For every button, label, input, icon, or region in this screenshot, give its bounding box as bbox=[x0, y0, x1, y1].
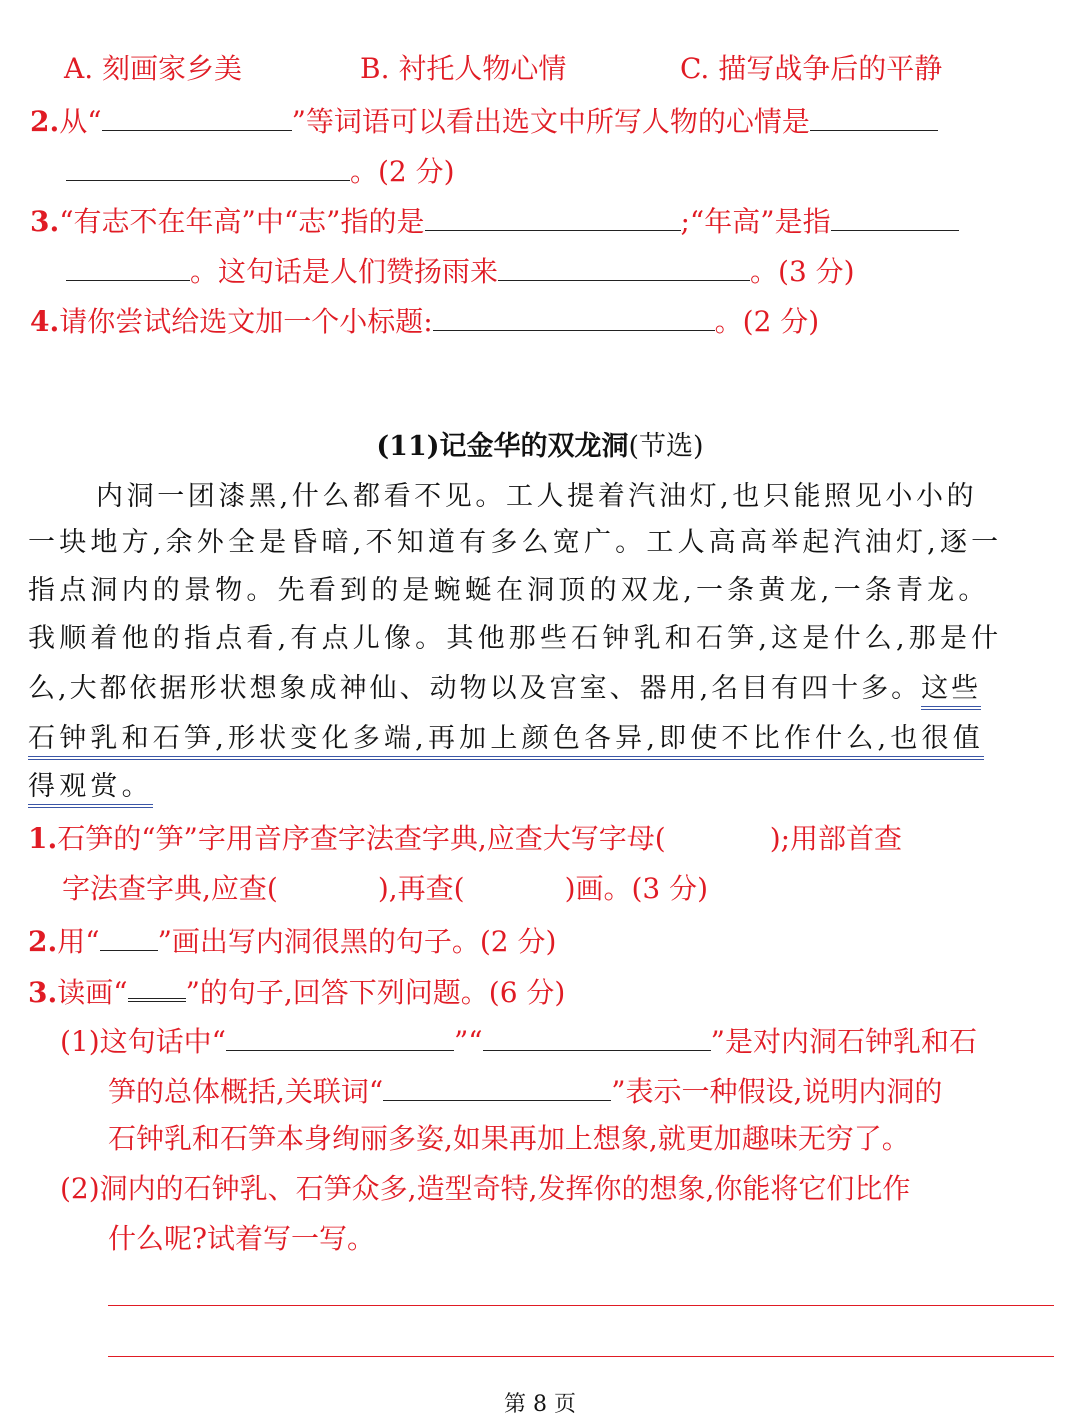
blank-field[interactable] bbox=[433, 300, 715, 331]
blank-field[interactable] bbox=[226, 1020, 454, 1051]
blank-field[interactable] bbox=[498, 250, 750, 281]
passage-line: 内洞一团漆黑,什么都看不见。工人提着汽油灯,也只能照见小小的 bbox=[96, 481, 978, 512]
blank-field[interactable] bbox=[483, 1020, 711, 1051]
passage-line: 一块地方,余外全是昏暗,不知道有多么宽广。工人高高举起汽油灯,逐一 bbox=[28, 527, 1003, 558]
underlined-sentence: 石钟乳和石笋,形状变化多端,再加上颜色各异,即使不比作什么,也很值 bbox=[28, 723, 984, 760]
blank-field[interactable] bbox=[831, 200, 959, 231]
sub-question-1: (1)这句话中“ ”“ ”是对内洞石钟乳和石 bbox=[60, 1020, 977, 1061]
blank-field[interactable] bbox=[810, 100, 938, 131]
sub-question-1-cont: 石钟乳和石笋本身绚丽多姿,如果再加上想象,就更加趣味无穷了。 bbox=[108, 1122, 910, 1155]
underlined-sentence: 这些 bbox=[921, 673, 981, 710]
question-1: 1.石笋的“笋”字用音序查字法查字典,应查大写字母( );用部首查 bbox=[28, 822, 903, 855]
answer-line[interactable] bbox=[108, 1305, 1054, 1306]
passage-line: 么,大都依据形状想象成神仙、动物以及宫室、器用,名目有四十多。这些 bbox=[28, 670, 1054, 708]
top-question-3-cont: 。这句话是人们赞扬雨来 。(3 分) bbox=[66, 250, 855, 291]
underline-sample bbox=[100, 920, 158, 951]
option-b: B. 衬托人物心情 bbox=[360, 52, 567, 85]
passage-line bbox=[28, 720, 1054, 758]
passage-line bbox=[28, 768, 1054, 806]
answer-line[interactable] bbox=[108, 1356, 1054, 1357]
underlined-sentence: 得观赏。 bbox=[28, 771, 153, 808]
blank-field[interactable] bbox=[66, 150, 350, 181]
option-a: A. 刻画家乡美 bbox=[64, 52, 243, 85]
blank-field[interactable] bbox=[425, 200, 681, 231]
page-number: 第 8 页 bbox=[504, 1392, 576, 1417]
question-2: 2.用“ ”画出写内洞很黑的句子。(2 分) bbox=[28, 920, 556, 961]
top-question-4: 4.请你尝试给选文加一个小标题: 。(2 分) bbox=[30, 300, 819, 341]
double-underline-sample bbox=[128, 970, 186, 1002]
question-3: 3.读画“ ”的句子,回答下列问题。(6 分) bbox=[28, 970, 565, 1012]
passage-line: 指点洞内的景物。先看到的是蜿蜒在洞顶的双龙,一条黄龙,一条青龙。 bbox=[28, 575, 990, 606]
blank-field[interactable] bbox=[66, 250, 190, 281]
question-1-cont: 字法查字典,应查( ),再查( )画。(3 分) bbox=[62, 872, 709, 905]
passage-line: 我顺着他的指点看,有点儿像。其他那些石钟乳和石笋,这是什么,那是什 bbox=[28, 623, 1003, 654]
sub-question-2-cont: 什么呢?试着写一写。 bbox=[108, 1222, 376, 1255]
top-question-2-cont: 。(2 分) bbox=[66, 150, 455, 191]
top-question-2: 2.从“ ”等词语可以看出选文中所写人物的心情是 bbox=[30, 100, 938, 141]
blank-field[interactable] bbox=[383, 1070, 611, 1101]
section-title: (11)记金华的双龙洞(节选) bbox=[376, 431, 704, 462]
blank-field[interactable] bbox=[102, 100, 292, 131]
top-question-3: 3.“有志不在年高”中“志”指的是 ;“年高”是指 bbox=[30, 200, 959, 241]
sub-question-2: (2)洞内的石钟乳、石笋众多,造型奇特,发挥你的想象,你能将它们比作 bbox=[60, 1172, 911, 1205]
sub-question-1-cont: 笋的总体概括,关联词“ ”表示一种假设,说明内洞的 bbox=[108, 1070, 942, 1111]
option-c: C. 描写战争后的平静 bbox=[680, 52, 943, 85]
